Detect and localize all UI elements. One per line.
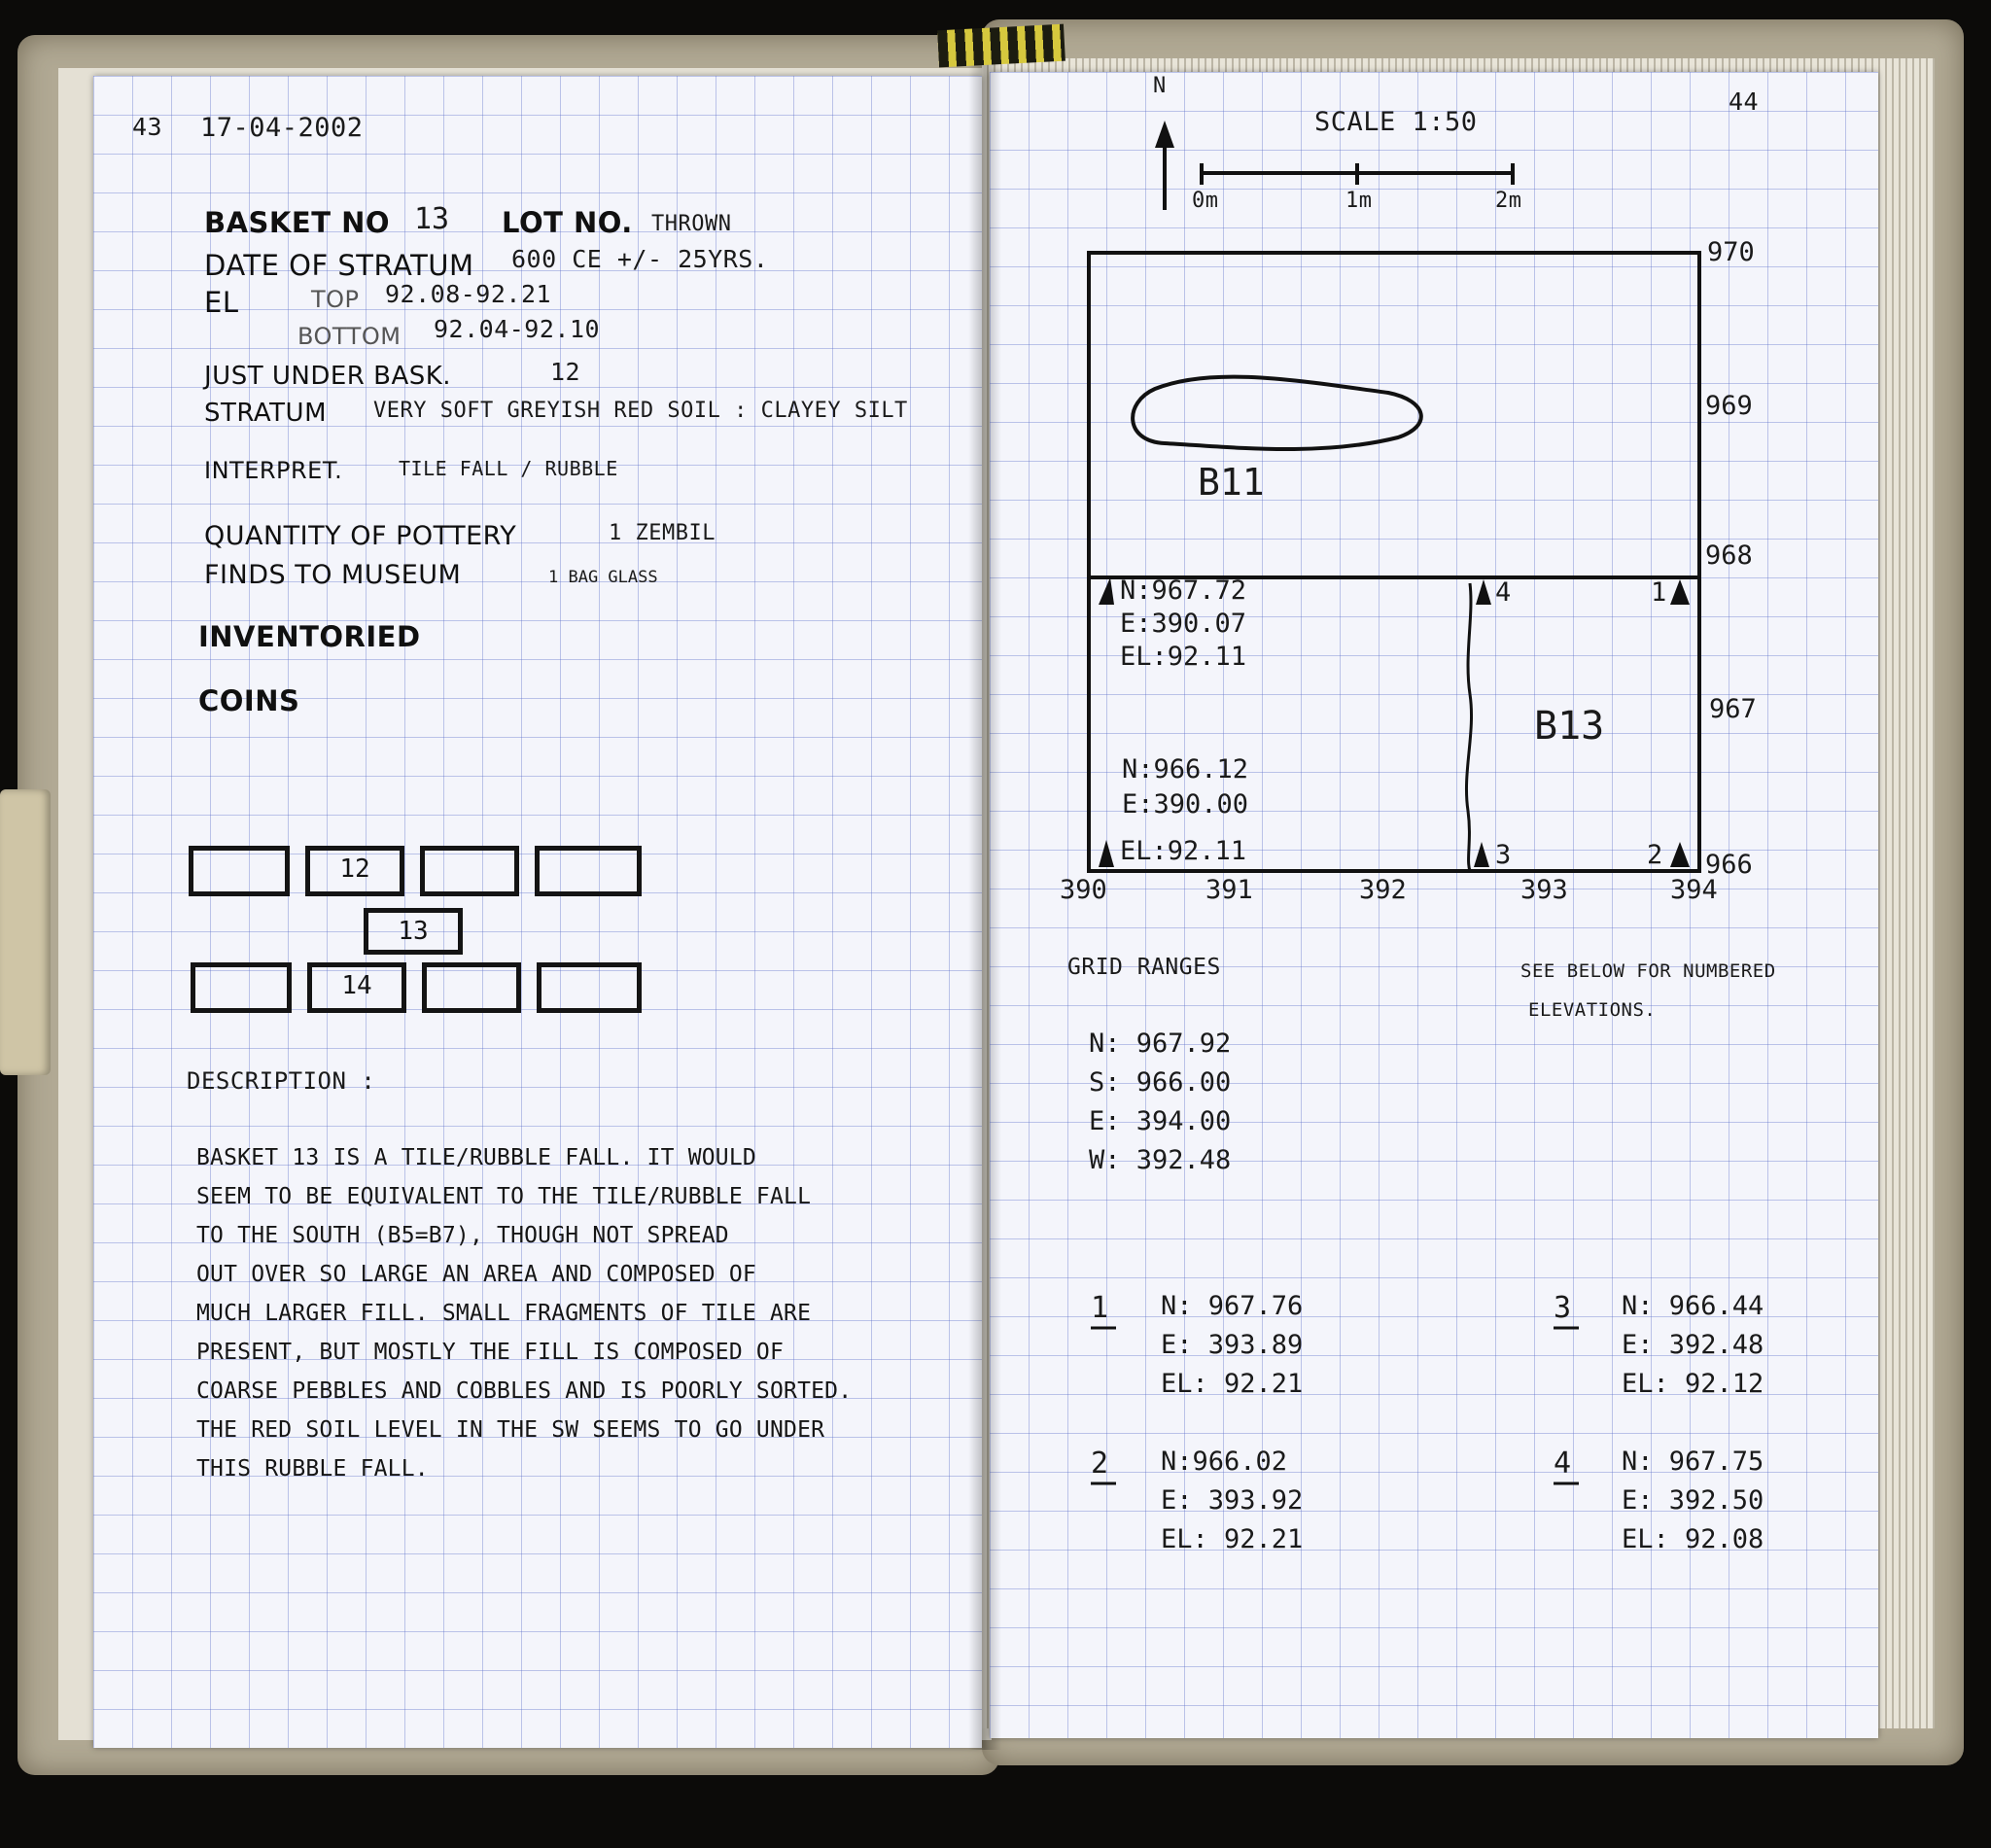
elevation-marker bbox=[1474, 842, 1489, 867]
basket-label: BASKET NO bbox=[204, 206, 391, 239]
scale-label: SCALE 1:50 bbox=[1314, 107, 1478, 137]
elevation-marker bbox=[1670, 842, 1690, 867]
description-line: TO THE SOUTH (B5=B7), THOUGH NOT SPREAD bbox=[196, 1223, 729, 1248]
basket-box-bottom-1 bbox=[191, 962, 292, 1013]
elevation-marker bbox=[1476, 579, 1491, 605]
elevation-id: 4 bbox=[1554, 1447, 1572, 1481]
elevation-id: 3 bbox=[1554, 1291, 1572, 1325]
page-number-right: 44 bbox=[1729, 87, 1760, 116]
description-label: DESCRIPTION : bbox=[187, 1067, 376, 1095]
description-line: THIS RUBBLE FALL. bbox=[196, 1456, 429, 1482]
el-label: EL bbox=[204, 286, 239, 319]
page-number-left: 43 bbox=[132, 113, 163, 141]
north-tick-label: 968 bbox=[1705, 540, 1753, 571]
grid-range-line: W: 392.48 bbox=[1089, 1145, 1232, 1175]
elevation-id: 1 bbox=[1091, 1291, 1109, 1325]
inventoried-label: INVENTORIED bbox=[198, 620, 421, 653]
sw-elevation-line: N:966.12 bbox=[1122, 754, 1249, 785]
plan-point-label: 2 bbox=[1647, 840, 1663, 870]
basket-value: 13 bbox=[414, 202, 450, 236]
description-line: COARSE PEBBLES AND COBBLES AND IS POORLY SORTED. bbox=[196, 1378, 853, 1404]
description-line: THE RED SOIL LEVEL IN THE SW SEEMS TO GO UNDER bbox=[196, 1417, 825, 1443]
north-label: N bbox=[1153, 74, 1167, 98]
elevation-e: E: 393.89 bbox=[1161, 1330, 1304, 1360]
description-line: BASKET 13 IS A TILE/RUBBLE FALL. IT WOULD bbox=[196, 1145, 756, 1170]
east-tick-label: 390 bbox=[1060, 875, 1107, 905]
north-tick-label: 966 bbox=[1705, 850, 1753, 880]
lot-label: LOT NO. bbox=[502, 206, 633, 239]
pottery-label: QUANTITY OF POTTERY bbox=[204, 521, 517, 551]
elevation-marker bbox=[1099, 577, 1114, 605]
elevation-e: E: 392.48 bbox=[1622, 1330, 1764, 1360]
elevation-id: 2 bbox=[1091, 1447, 1109, 1481]
nw-elevation-line: E:390.07 bbox=[1120, 609, 1247, 639]
elevation-el: EL: 92.21 bbox=[1161, 1524, 1304, 1554]
scale-tick-label: 1m bbox=[1345, 189, 1373, 213]
see-below-note: ELEVATIONS. bbox=[1528, 999, 1657, 1021]
elevation-e: E: 393.92 bbox=[1161, 1485, 1304, 1516]
plan-point-label: 1 bbox=[1651, 577, 1667, 608]
basket-box-top-4 bbox=[535, 846, 642, 896]
stratum-value: VERY SOFT GREYISH RED SOIL : CLAYEY SILT bbox=[373, 399, 908, 423]
finds-value: 1 BAG GLASS bbox=[548, 568, 658, 587]
left-page bbox=[93, 76, 982, 1748]
north-tick-label: 970 bbox=[1707, 237, 1755, 267]
el-top-label: TOP bbox=[311, 286, 360, 313]
description-line: SEEM TO BE EQUIVALENT TO THE TILE/RUBBLE FALL bbox=[196, 1184, 812, 1209]
lot-value: THROWN bbox=[651, 212, 732, 236]
scale-tick-label: 2m bbox=[1495, 189, 1522, 213]
basket-box-bottom-4 bbox=[537, 962, 642, 1013]
grid-ranges-label: GRID RANGES bbox=[1067, 955, 1221, 980]
elevation-n: N: 966.44 bbox=[1622, 1291, 1764, 1321]
elevation-marker bbox=[1670, 579, 1690, 605]
plan-point-label: 4 bbox=[1495, 577, 1512, 608]
elevation-n: N:966.02 bbox=[1161, 1447, 1288, 1477]
elevation-el: EL: 92.12 bbox=[1622, 1369, 1764, 1399]
elevation-e: E: 392.50 bbox=[1622, 1485, 1764, 1516]
el-top-value: 92.08-92.21 bbox=[385, 280, 552, 308]
sw-elevation-line: E:390.00 bbox=[1122, 789, 1249, 819]
elastic-strap bbox=[0, 789, 51, 1075]
north-tick-label: 969 bbox=[1705, 391, 1753, 421]
date-stratum-label: DATE OF STRATUM bbox=[204, 249, 474, 282]
coins-label: COINS bbox=[198, 684, 300, 717]
east-tick-label: 391 bbox=[1205, 875, 1253, 905]
north-arrow-head bbox=[1155, 121, 1174, 148]
east-tick-label: 393 bbox=[1520, 875, 1568, 905]
sw-elevation-line: EL:92.11 bbox=[1120, 836, 1247, 866]
description-line: PRESENT, BUT MOSTLY THE FILL IS COMPOSED OF bbox=[196, 1340, 785, 1365]
basket-box-middle: 13 bbox=[364, 908, 463, 955]
description-line: OUT OVER SO LARGE AN AREA AND COMPOSED OF bbox=[196, 1262, 756, 1287]
elevation-n: N: 967.75 bbox=[1622, 1447, 1764, 1477]
nw-elevation-line: EL:92.11 bbox=[1120, 642, 1247, 672]
stratum-label: STRATUM bbox=[204, 399, 328, 428]
right-page bbox=[990, 72, 1878, 1738]
bookmark-ribbon bbox=[937, 24, 1065, 68]
entry-date: 17-04-2002 bbox=[200, 113, 364, 143]
nw-elevation-line: N:967.72 bbox=[1120, 575, 1247, 606]
date-stratum-value: 600 CE +/- 25YRS. bbox=[511, 245, 769, 273]
basket-box-bottom-2: 14 bbox=[307, 962, 406, 1013]
description-line: MUCH LARGER FILL. SMALL FRAGMENTS OF TILE ARE bbox=[196, 1301, 812, 1326]
grid-range-line: N: 967.92 bbox=[1089, 1029, 1232, 1059]
elevation-n: N: 967.76 bbox=[1161, 1291, 1304, 1321]
east-tick-label: 394 bbox=[1670, 875, 1718, 905]
b11-outline bbox=[1133, 377, 1421, 450]
locus-boundary bbox=[1466, 583, 1471, 871]
feature-b11-label: B11 bbox=[1198, 461, 1265, 504]
plan-point-label: 3 bbox=[1495, 840, 1512, 870]
el-bottom-value: 92.04-92.10 bbox=[434, 315, 601, 343]
grid-range-line: E: 394.00 bbox=[1089, 1106, 1232, 1136]
east-tick-label: 392 bbox=[1359, 875, 1407, 905]
see-below-note: SEE BELOW FOR NUMBERED bbox=[1520, 960, 1776, 982]
scale-tick-label: 0m bbox=[1192, 189, 1219, 213]
just-under-label: JUST UNDER BASK. bbox=[204, 362, 452, 391]
finds-label: FINDS TO MUSEUM bbox=[204, 560, 462, 590]
just-under-value: 12 bbox=[550, 358, 581, 386]
el-bottom-label: BOTTOM bbox=[297, 323, 402, 350]
page-gutter bbox=[968, 58, 1001, 1750]
elevation-el: EL: 92.21 bbox=[1161, 1369, 1304, 1399]
grid-range-line: S: 966.00 bbox=[1089, 1067, 1232, 1098]
elevation-el: EL: 92.08 bbox=[1622, 1524, 1764, 1554]
interpretation-label: INTERPRET. bbox=[204, 457, 343, 484]
elevation-marker bbox=[1099, 840, 1114, 867]
basket-box-top-3 bbox=[420, 846, 519, 896]
basket-box-top-1 bbox=[189, 846, 290, 896]
interpretation-value: TILE FALL / RUBBLE bbox=[399, 457, 618, 480]
pottery-value: 1 ZEMBIL bbox=[609, 521, 716, 545]
north-tick-label: 967 bbox=[1709, 694, 1757, 724]
feature-b13-label: B13 bbox=[1534, 704, 1605, 749]
basket-box-bottom-3 bbox=[422, 962, 521, 1013]
basket-box-top-2: 12 bbox=[305, 846, 404, 896]
